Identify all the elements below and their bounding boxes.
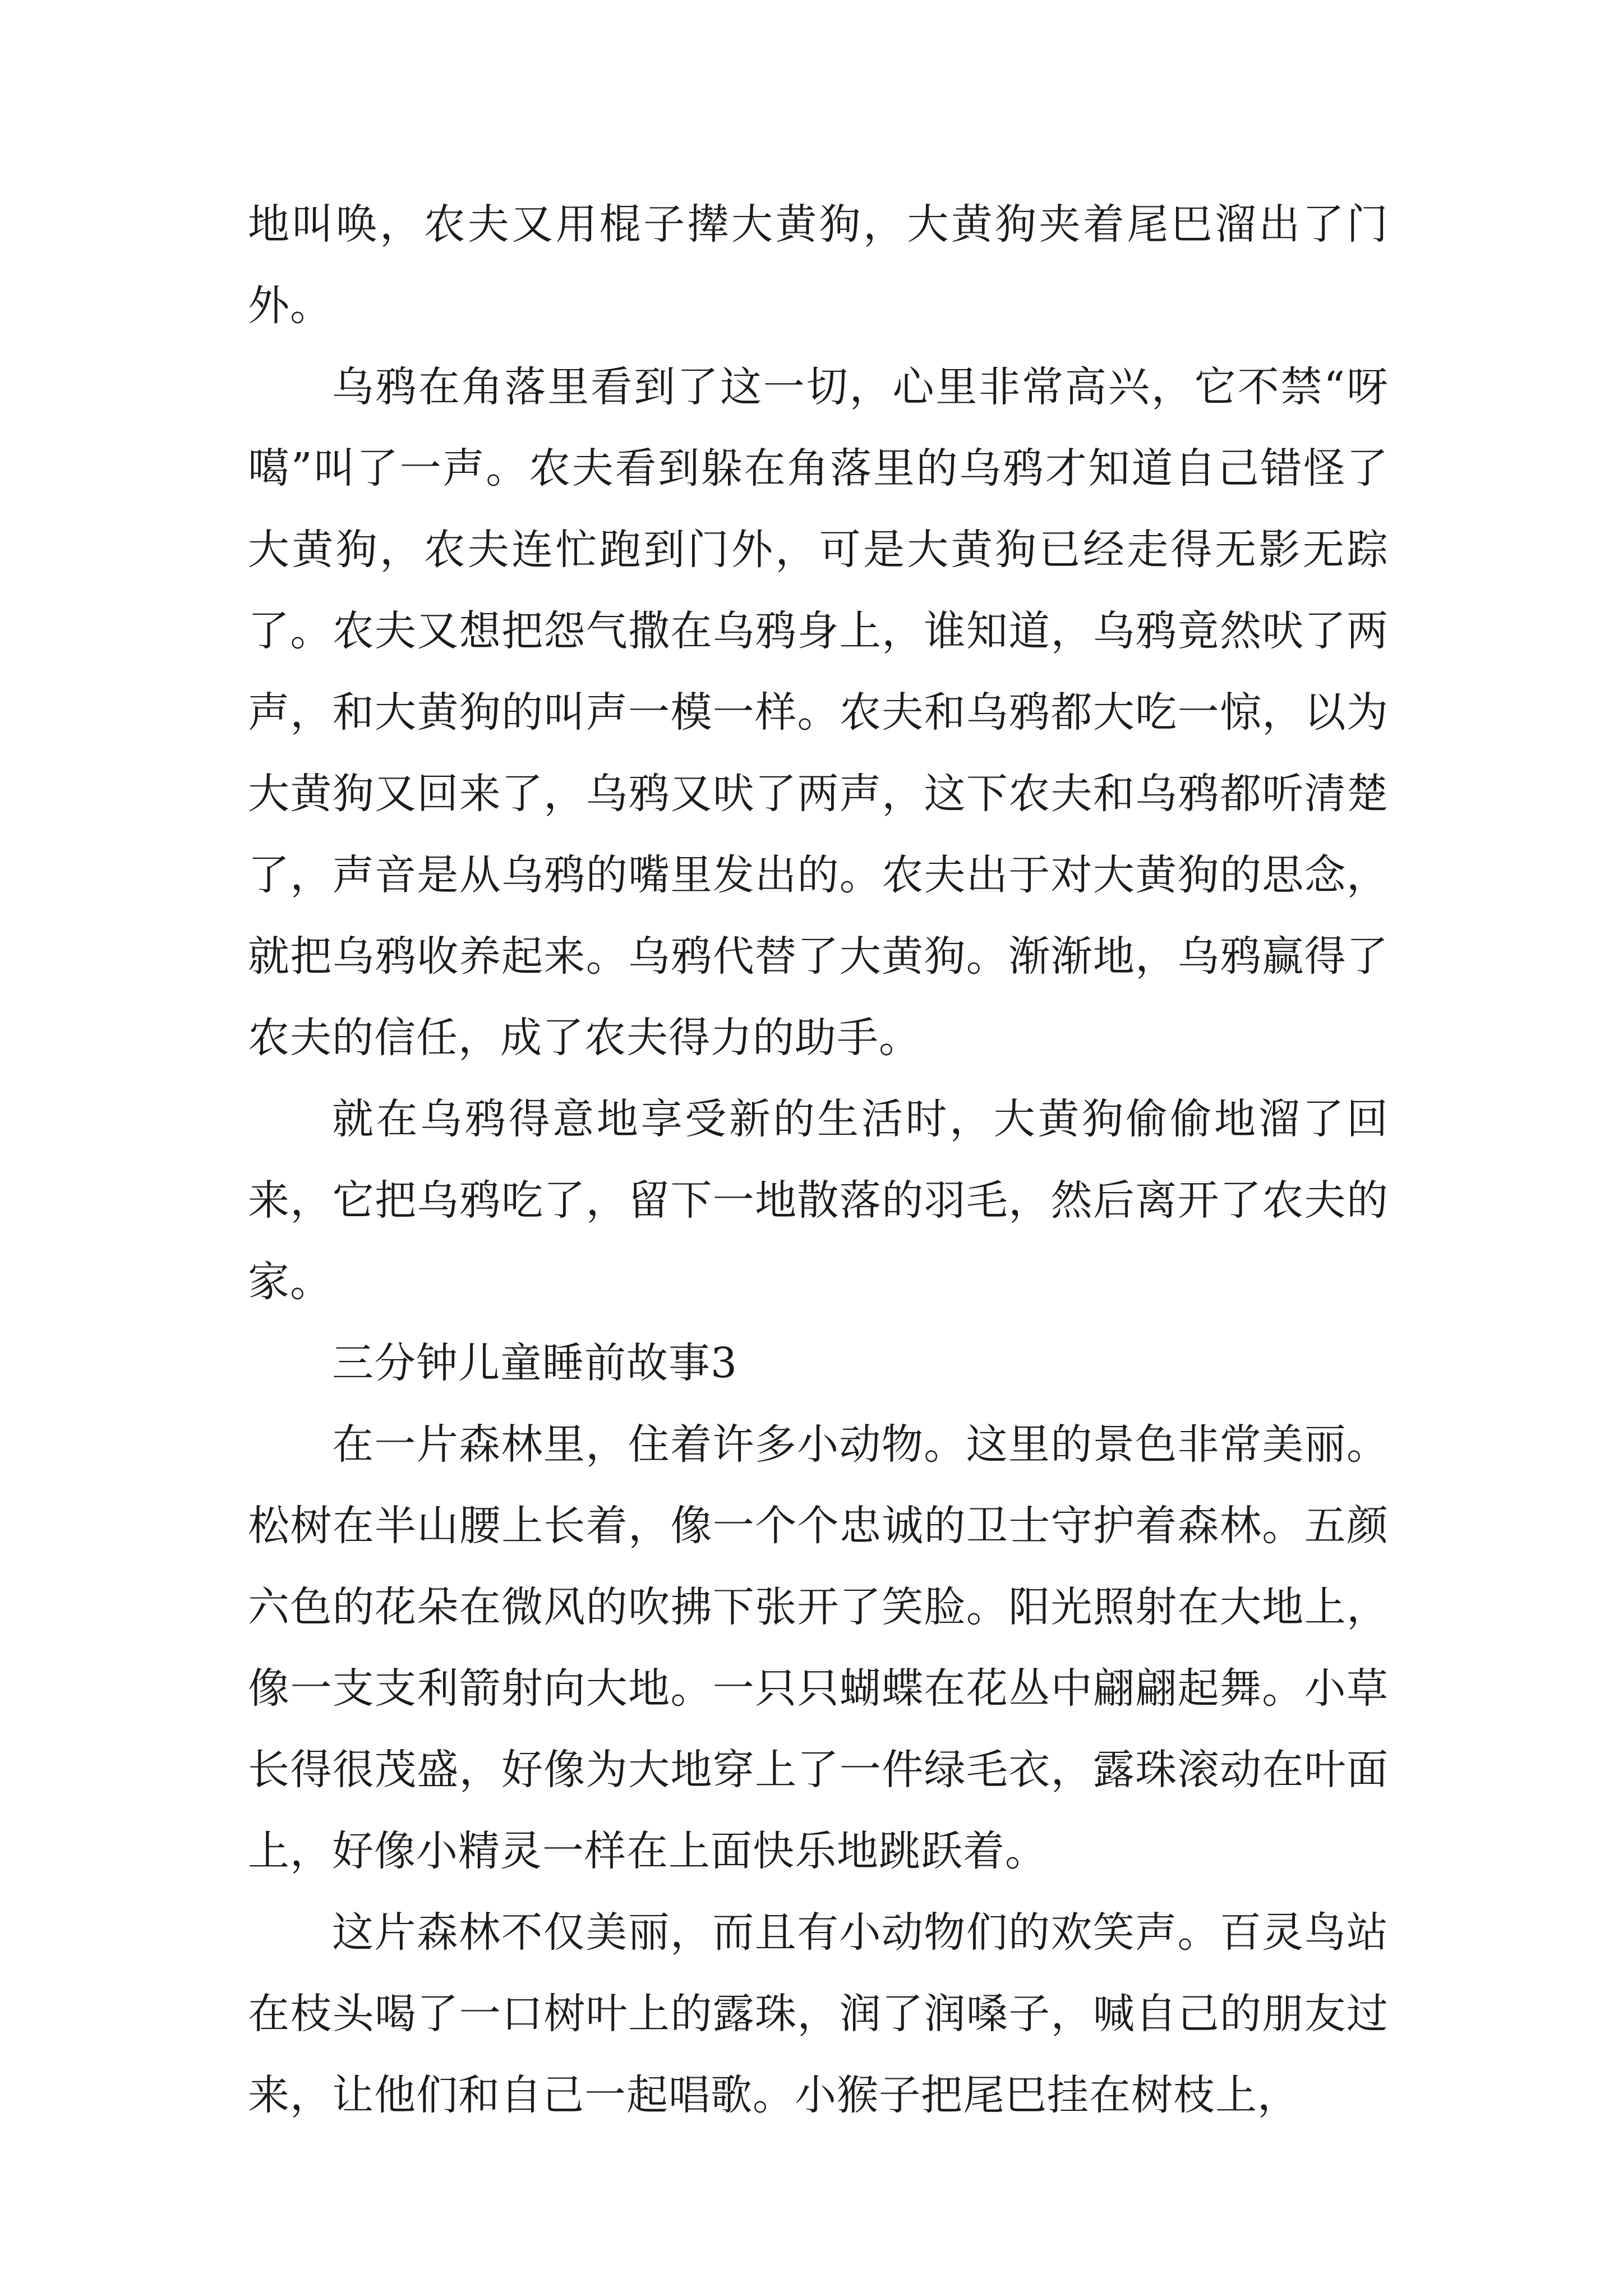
paragraph-3: 就在乌鸦得意地享受新的生活时，大黄狗偷偷地溜了回来，它把乌鸦吃了，留下一地散落的羽毛，然后离开了农夫的家。 [248,1095,1389,1306]
story-heading: 三分钟儿童睡前故事3 [332,1339,738,1387]
paragraph-5: 这片森林不仅美丽，而且有小动物们的欢笑声。百灵鸟站在枝头喝了一口树叶上的露珠，润了润嗓子，喊自己的朋友过来，让他们和自己一起唱歌。小猴子把尾巴挂在树枝上， [248,1908,1389,2119]
paragraph-1: 地叫唤，农夫又用棍子撵大黄狗，大黄狗夹着尾巴溜出了门外。 [248,200,1389,330]
paragraph-2: 乌鸦在角落里看到了这一切，心里非常高兴，它不禁“呀噶”叫了一声。农夫看到躲在角落里的乌鸦才知道自己错怪了大黄狗，农夫连忙跑到门外，可是大黄狗已经走得无影无踪了。农夫又想把怨气撒在乌鸦身上，谁知道，乌鸦竟然吠了两声，和大黄狗的叫声一模一样。农夫和乌鸦都大吃一惊，以为大黄狗又回来了，乌鸦又吠了两声，这下农夫和乌鸦都听清楚了，声音是从乌鸦的嘴里发出的。农夫出于对大黄狗的思念，就把乌鸦收养起来。乌鸦代替了大黄狗。渐渐地，乌鸦赢得了农夫的信任，成了农夫得力的助手。 [248,363,1389,1062]
document-body [248,184,1389,2136]
paragraph-4: 在一片森林里，住着许多小动物。这里的景色非常美丽。松树在半山腰上长着，像一个个忠诚的卫士守护着森林。五颜六色的花朵在微风的吹拂下张开了笑脸。阳光照射在大地上，像一支支利箭射向大地。一只只蝴蝶在花丛中翩翩起舞。小草长得很茂盛，好像为大地穿上了一件绿毛衣，露珠滚动在叶面上，好像小精灵一样在上面快乐地跳跃着。 [248,1420,1389,1875]
